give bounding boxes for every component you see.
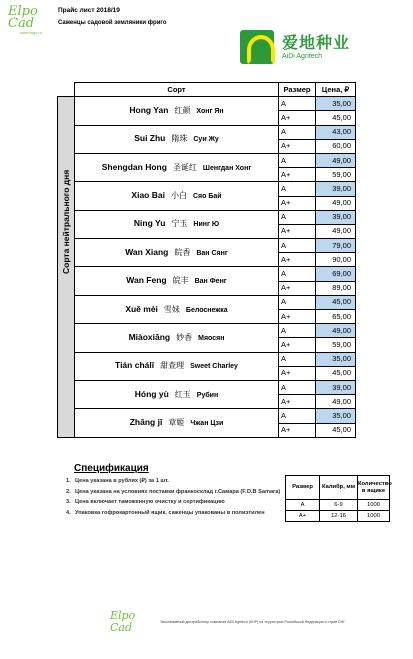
variety-name-cn: 皖丰: [172, 276, 189, 286]
price-row: [58, 295, 356, 309]
variety-name-ru: Ван Сянг: [196, 249, 228, 257]
pack-header-caliber: Калибр, мм: [320, 476, 358, 500]
size-cell: A: [279, 153, 316, 167]
price-row: [58, 267, 356, 281]
price-cell: 45,00: [316, 295, 356, 309]
price-cell: 90,00: [316, 253, 356, 267]
spec-list: [66, 478, 281, 520]
pack-row: [286, 500, 390, 511]
price-cell: 79,00: [316, 239, 356, 253]
price-table-header: [58, 83, 356, 97]
price-cell: 45,00: [316, 366, 356, 380]
brand-name-en: AiDi Agritech: [282, 52, 323, 60]
footer-logo-wordmark: Elpo Cad: [110, 609, 136, 634]
variety-cell: [75, 210, 279, 238]
variety-name-ru: Суи Жу: [193, 136, 219, 144]
price-cell: 35,00: [316, 97, 356, 111]
size-cell: A: [279, 352, 316, 366]
variety-name-cn: 章姬: [168, 418, 185, 427]
price-row: [58, 409, 356, 423]
variety-cell: [75, 324, 279, 352]
size-cell: A: [279, 125, 316, 139]
variety-name-ru: Мяосян: [198, 334, 225, 342]
spec-title: Спецификация: [74, 463, 149, 474]
variety-cell: [75, 182, 279, 210]
pack-cell: 12-16: [320, 511, 358, 522]
size-cell: A: [279, 324, 316, 338]
price-row: [58, 125, 356, 139]
company-logo: [8, 6, 54, 35]
variety-name-ru: Чжан Цзи: [190, 420, 224, 427]
variety-name-latin: Xiao Bai: [131, 190, 165, 200]
price-cell: 65,00: [316, 310, 356, 324]
price-cell: 49,00: [316, 224, 356, 238]
spec-item-text: Цена включает таможенную очистку и сертификацию: [75, 499, 225, 505]
size-cell: A+: [279, 281, 316, 295]
price-row: [58, 182, 356, 196]
price-cell: 35,00: [316, 409, 356, 423]
size-cell: A: [279, 97, 316, 111]
variety-name-cn: 小白: [170, 191, 187, 200]
spec-item: [66, 499, 281, 507]
side-category-label: [58, 97, 75, 438]
variety-name-latin: Miàoxiāng: [128, 331, 171, 342]
price-list-subtitle: Саженцы садовой земляники фриго: [58, 20, 167, 26]
pack-header-quantity: Количество в ящике: [358, 476, 390, 500]
variety-cell: [75, 239, 279, 267]
aidi-mark-icon: [240, 30, 274, 64]
price-row: [58, 210, 356, 224]
header-price: Цена, ₽: [316, 83, 356, 97]
price-row: [58, 97, 356, 111]
price-row: [58, 324, 356, 338]
pack-row: [286, 511, 390, 522]
variety-name-ru: Хонг Ян: [196, 107, 224, 115]
size-cell: A: [279, 210, 316, 224]
size-cell: A: [279, 182, 316, 196]
size-cell: A+: [279, 224, 316, 238]
size-cell: A: [279, 267, 316, 281]
variety-cell: [75, 295, 279, 323]
variety-name-cn: 宁玉: [171, 219, 188, 229]
variety-name-ru: Sweet Charley: [190, 363, 238, 371]
spec-item-number: 1.: [66, 478, 71, 484]
variety-name-latin: Zhāng jī: [129, 417, 163, 427]
variety-name-ru: Рубин: [196, 391, 219, 399]
spec-item: [66, 510, 281, 518]
size-cell: A+: [279, 423, 316, 437]
size-cell: A: [279, 380, 316, 394]
variety-name-ru: Шенгдан Хонг: [202, 164, 252, 172]
variety-name-latin: Tián chálǐ: [115, 360, 155, 371]
size-cell: A+: [279, 253, 316, 267]
variety-name-ru: Белоснежка: [185, 306, 228, 314]
size-cell: A+: [279, 366, 316, 380]
variety-cell: [75, 352, 279, 380]
pack-cell: 6-9: [320, 500, 358, 511]
spec-item-text: Цена указана в рублях (₽) за 1 шт.: [75, 478, 169, 484]
variety-name-cn: 皖香: [174, 247, 191, 257]
footer-distributor-note: Эксклюзивный дистрибьютор компании AiDi Agritech (КНР) на территории Российской Федерации и стран СНГ.: [160, 620, 346, 624]
variety-cell: [75, 97, 279, 125]
variety-name-latin: Hóng yù: [134, 388, 169, 399]
variety-name-cn: 红玉: [174, 389, 191, 399]
variety-name-ru: Сяо Бай: [192, 193, 222, 200]
header-size: Размер: [279, 83, 316, 97]
spec-item: [66, 478, 281, 486]
variety-name-cn: 雪妹: [163, 304, 180, 314]
variety-name-latin: Wan Xiang: [125, 246, 169, 257]
price-cell: 49,00: [316, 324, 356, 338]
size-cell: A: [279, 239, 316, 253]
price-cell: 45,00: [316, 111, 356, 125]
price-row: [58, 239, 356, 253]
size-cell: A+: [279, 139, 316, 153]
pack-cell: A: [286, 500, 320, 511]
size-cell: A+: [279, 310, 316, 324]
spec-item-number: 4.: [66, 509, 71, 516]
size-cell: A+: [279, 395, 316, 409]
variety-name-cn: 圣诞红: [172, 162, 197, 172]
spec-item-number: 2.: [66, 488, 71, 495]
variety-cell: [75, 125, 279, 153]
header-variety: Сорт: [75, 83, 279, 97]
price-list-title: Прайс лист 2018/19: [58, 7, 120, 14]
size-cell: A: [279, 295, 316, 309]
price-cell: 35,00: [316, 352, 356, 366]
price-cell: 59,00: [316, 168, 356, 182]
price-cell: 49,00: [316, 153, 356, 167]
variety-name-latin: Wan Feng: [126, 275, 167, 286]
side-category-text: Сорта нейтрального дня: [61, 169, 71, 274]
logo-wordmark: Elpo Cad: [8, 4, 38, 31]
variety-name-ru: Ван Фенг: [194, 278, 227, 286]
price-row: [58, 153, 356, 167]
price-cell: 45,00: [316, 423, 356, 437]
price-cell: 49,00: [316, 395, 356, 409]
price-cell: 69,00: [316, 267, 356, 281]
pack-cell: 1000: [358, 511, 390, 522]
variety-name-cn: 妙香: [176, 332, 193, 342]
pack-cell: 1000: [358, 500, 390, 511]
size-cell: A: [279, 409, 316, 423]
price-cell: 39,00: [316, 380, 356, 394]
aidi-brand-logo: [240, 28, 358, 66]
spec-item: [66, 489, 281, 497]
size-cell: A+: [279, 196, 316, 210]
price-cell: 60,00: [316, 139, 356, 153]
price-cell: 59,00: [316, 338, 356, 352]
size-cell: A+: [279, 111, 316, 125]
brand-name-cn: 爱地种业: [282, 32, 351, 52]
variety-name-cn: 隋珠: [171, 134, 188, 144]
spec-item-text: Упаковка гофрокартонный ящик, саженцы упакованы в полиэтилен: [75, 509, 265, 516]
variety-name-cn: 红颜: [174, 105, 191, 115]
variety-name-latin: Hong Yan: [129, 104, 169, 115]
price-row: [58, 380, 356, 394]
variety-name-latin: Shengdan Hong: [101, 161, 167, 172]
logo-url: www.frigo.ru: [19, 30, 42, 35]
spec-item-number: 3.: [66, 499, 71, 505]
size-cell: A+: [279, 168, 316, 182]
pack-table: [285, 475, 390, 522]
price-row: [58, 352, 356, 366]
variety-cell: [75, 267, 279, 295]
pack-header-size: Размер: [286, 476, 320, 500]
variety-name-latin: Ning Yu: [133, 218, 166, 229]
variety-cell: [75, 153, 279, 181]
variety-name-cn: 甜查理: [160, 361, 185, 371]
variety-cell: [75, 380, 279, 408]
price-cell: 49,00: [316, 196, 356, 210]
price-cell: 39,00: [316, 182, 356, 196]
variety-cell: [75, 409, 279, 437]
size-cell: A+: [279, 338, 316, 352]
price-cell: 89,00: [316, 281, 356, 295]
variety-name-ru: Нинг Ю: [193, 221, 220, 229]
variety-name-latin: Sui Zhu: [134, 133, 166, 144]
footer-logo: [110, 610, 150, 634]
spec-item-text: Цена указана на условиях поставки франкосклад г.Самара (F.O.B Samara): [75, 488, 281, 495]
variety-name-latin: Xuě mèi: [125, 303, 158, 314]
price-table: [57, 82, 356, 438]
price-cell: 39,00: [316, 210, 356, 224]
price-cell: 43,00: [316, 125, 356, 139]
pack-cell: A+: [286, 511, 320, 522]
